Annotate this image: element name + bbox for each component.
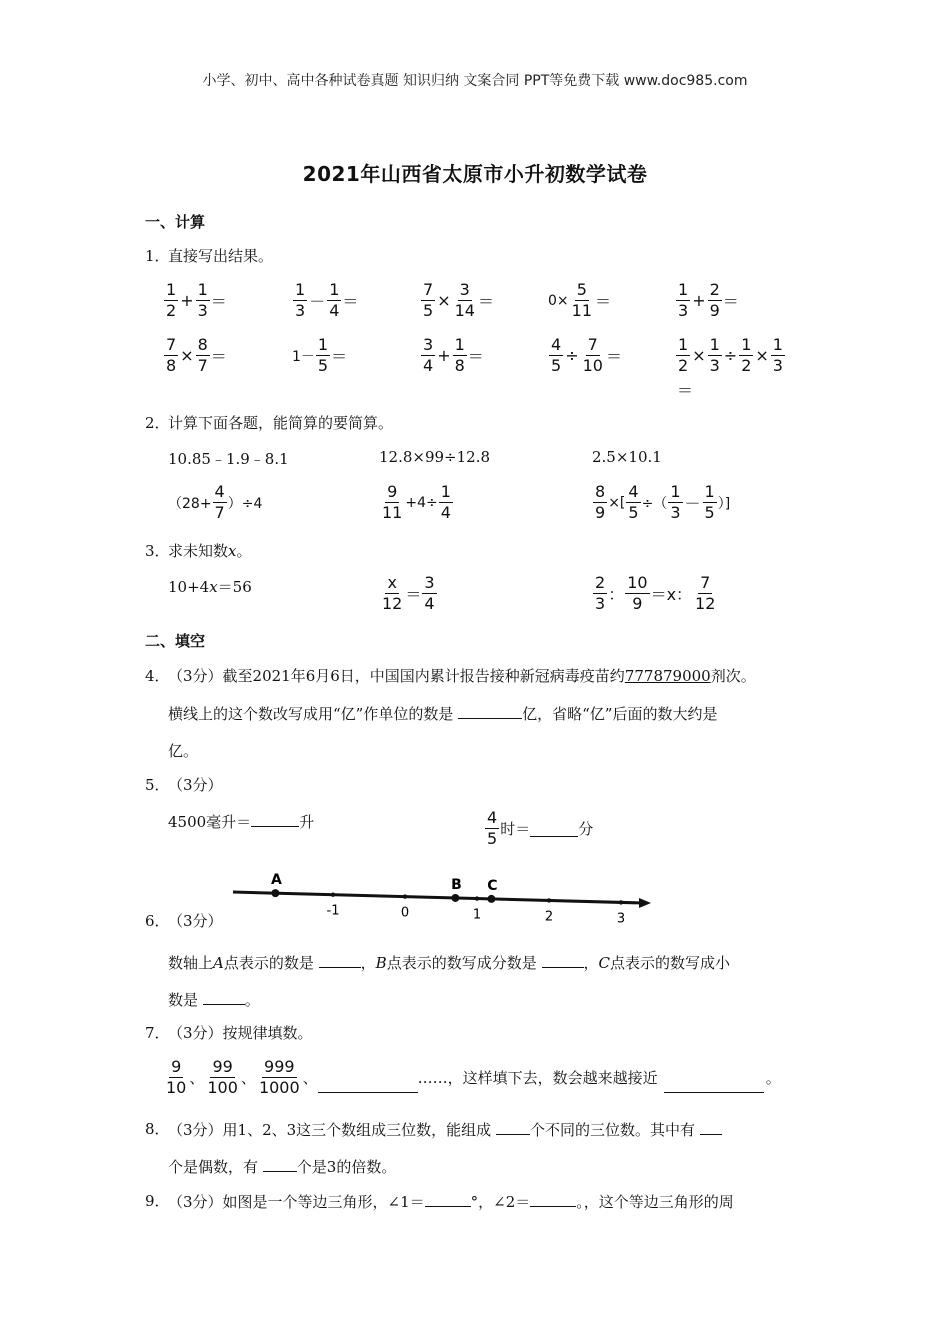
q1-item: $\frac{1}{2}$ + $\frac{1}{3}$ ＝: [166, 280, 227, 320]
q7-number: 7．: [145, 1024, 170, 1042]
axis-tick-label: 3: [616, 911, 626, 925]
q2-item: 2.5×10.1: [592, 448, 662, 466]
q9-line1: （3分）如图是一个等边三角形，∠1＝ °，∠2＝ 。，这个等边三角形的周: [168, 1190, 734, 1212]
q7-sequence: $\frac{9}{10}$ 、 $\frac{99}{100}$ 、 $\frac{999}{1000}$ 、 ……，这样填下去，数会越来越接近 。: [166, 1057, 781, 1097]
q4-line2: 横线上的这个数改写成用“亿”作单位的数是 亿，省略“亿”后面的数大约是: [168, 702, 717, 724]
q1-item: 0× $\frac{5}{11}$ ＝: [548, 280, 612, 320]
underlined-number: 777879000: [624, 667, 711, 685]
point-label: A: [270, 872, 282, 889]
point-b: [451, 894, 459, 902]
q6-line1: 数轴上A点表示的数是 ，B点表示的数写成分数是 ，C点表示的数写成小: [168, 951, 730, 973]
answer-blank[interactable]: [263, 1155, 297, 1172]
q1-text: 直接写出结果。: [168, 247, 274, 265]
q3-number: 3．: [145, 542, 170, 560]
q3-equation: 10+4x＝56: [168, 578, 252, 596]
page-title: 2021年山西省太原市小升初数学试卷: [302, 162, 648, 186]
axis-tick-label: 1: [472, 907, 482, 923]
q1-number: 1．: [145, 247, 170, 265]
answer-blank[interactable]: [458, 702, 522, 719]
axis-tick: [547, 898, 551, 902]
number-line: [225, 865, 665, 925]
answer-blank[interactable]: [664, 1076, 764, 1093]
answer-blank[interactable]: [425, 1190, 471, 1207]
q1-item: $\frac{1}{3}$ + $\frac{2}{9}$ ＝: [678, 280, 739, 320]
point-label: C: [487, 877, 498, 894]
q1-item: $\frac{7}{5}$ × $\frac{3}{14}$ ＝: [423, 280, 494, 320]
axis-tick-label: -1: [326, 903, 340, 919]
q2-item: $\frac{8}{9}$ ×[ $\frac{4}{5}$ ÷（ $\frac{1}{3}$ － $\frac{1}{5}$ ）]: [595, 482, 731, 522]
q8-number: 8．: [145, 1120, 170, 1138]
axis-arrow: [639, 898, 651, 908]
q2-item: （28+ $\frac{4}{7}$ ）÷4: [168, 482, 263, 522]
axis-tick: [475, 896, 479, 900]
axis-tick: [331, 892, 335, 896]
q2-text: 计算下面各题，能简算的要简算。: [168, 414, 394, 432]
answer-blank[interactable]: [700, 1118, 722, 1135]
answer-blank[interactable]: [319, 951, 361, 968]
answer-blank[interactable]: [318, 1076, 418, 1093]
q1-item: $\frac{7}{8}$ × $\frac{8}{7}$ ＝: [166, 335, 227, 375]
axis-tick-label: 2: [544, 909, 554, 925]
q2-item: 10.85﹣1.9﹣8.1: [168, 450, 289, 468]
axis-tick-label: 0: [400, 905, 410, 921]
point-a: [271, 889, 279, 897]
answer-blank[interactable]: [203, 988, 245, 1005]
q2-number: 2．: [145, 414, 170, 432]
q6-score: （3分）: [168, 912, 223, 930]
q4-line1: （3分）截至2021年6月6日，中国国内累计报告接种新冠病毒疫苗约777879000剂次。: [168, 667, 756, 685]
point-label: B: [451, 876, 462, 893]
q1-item: $\frac{4}{5}$ ÷ $\frac{7}{10}$ ＝: [551, 335, 622, 375]
q2-item: $\frac{9}{11}$ +4÷ $\frac{1}{4}$: [382, 482, 451, 522]
q5-number: 5．: [145, 776, 170, 794]
page-header: 小学、初中、高中各种试卷真题 知识归纳 文案合同 PPT等免费下载 www.doc985.com: [202, 73, 748, 89]
answer-blank[interactable]: [251, 810, 299, 827]
answer-blank[interactable]: [530, 820, 578, 837]
q1-item: $\frac{3}{4}$ + $\frac{1}{8}$ ＝: [423, 335, 484, 375]
q4-line3: 亿。: [168, 742, 199, 760]
answer-blank[interactable]: [530, 1190, 576, 1207]
q3-text: 求未知数x。: [168, 542, 252, 560]
q1-item: $\frac{1}{3}$ － $\frac{1}{4}$ ＝: [295, 280, 359, 320]
q5-score: （3分）: [168, 776, 223, 794]
q6-number: 6．: [145, 912, 170, 930]
q1-equals: ＝: [677, 381, 694, 400]
q9-number: 9．: [145, 1192, 170, 1210]
q3-equation: $\frac{2}{3}$ ： $\frac{10}{9}$ ＝x： $\frac{7}{12}$: [595, 573, 716, 613]
section-fill-in: 二、填空: [145, 632, 206, 650]
answer-blank[interactable]: [542, 951, 584, 968]
q6-line2: 数是 。: [168, 988, 260, 1010]
q5-part-b: $\frac{4}{5}$ 时＝ 分: [487, 808, 594, 848]
q4-number: 4．: [145, 667, 170, 685]
axis-tick: [619, 900, 623, 904]
q2-item: 12.8×99÷12.8: [379, 448, 491, 466]
q7-text: （3分）按规律填数。: [168, 1024, 313, 1042]
q8-line1: （3分）用1、2、3这三个数组成三位数，能组成 个不同的三位数。其中有: [168, 1118, 722, 1140]
axis-line: [233, 892, 643, 903]
answer-blank[interactable]: [496, 1118, 530, 1135]
point-c: [487, 895, 495, 903]
q8-line2: 个是偶数，有 个是3的倍数。: [168, 1155, 396, 1177]
q1-item: 1－ $\frac{1}{5}$ ＝: [292, 335, 348, 375]
q3-equation: $\frac{x}{12}$ ＝ $\frac{3}{4}$: [382, 573, 435, 613]
axis-tick: [403, 894, 407, 898]
q1-item: $\frac{1}{2}$ × $\frac{1}{3}$ ÷ $\frac{1}{2}$ × $\frac{1}{3}$: [678, 335, 783, 375]
q5-part-a: 4500毫升＝ 升: [168, 810, 314, 832]
section-calculation: 一、计算: [145, 213, 206, 231]
